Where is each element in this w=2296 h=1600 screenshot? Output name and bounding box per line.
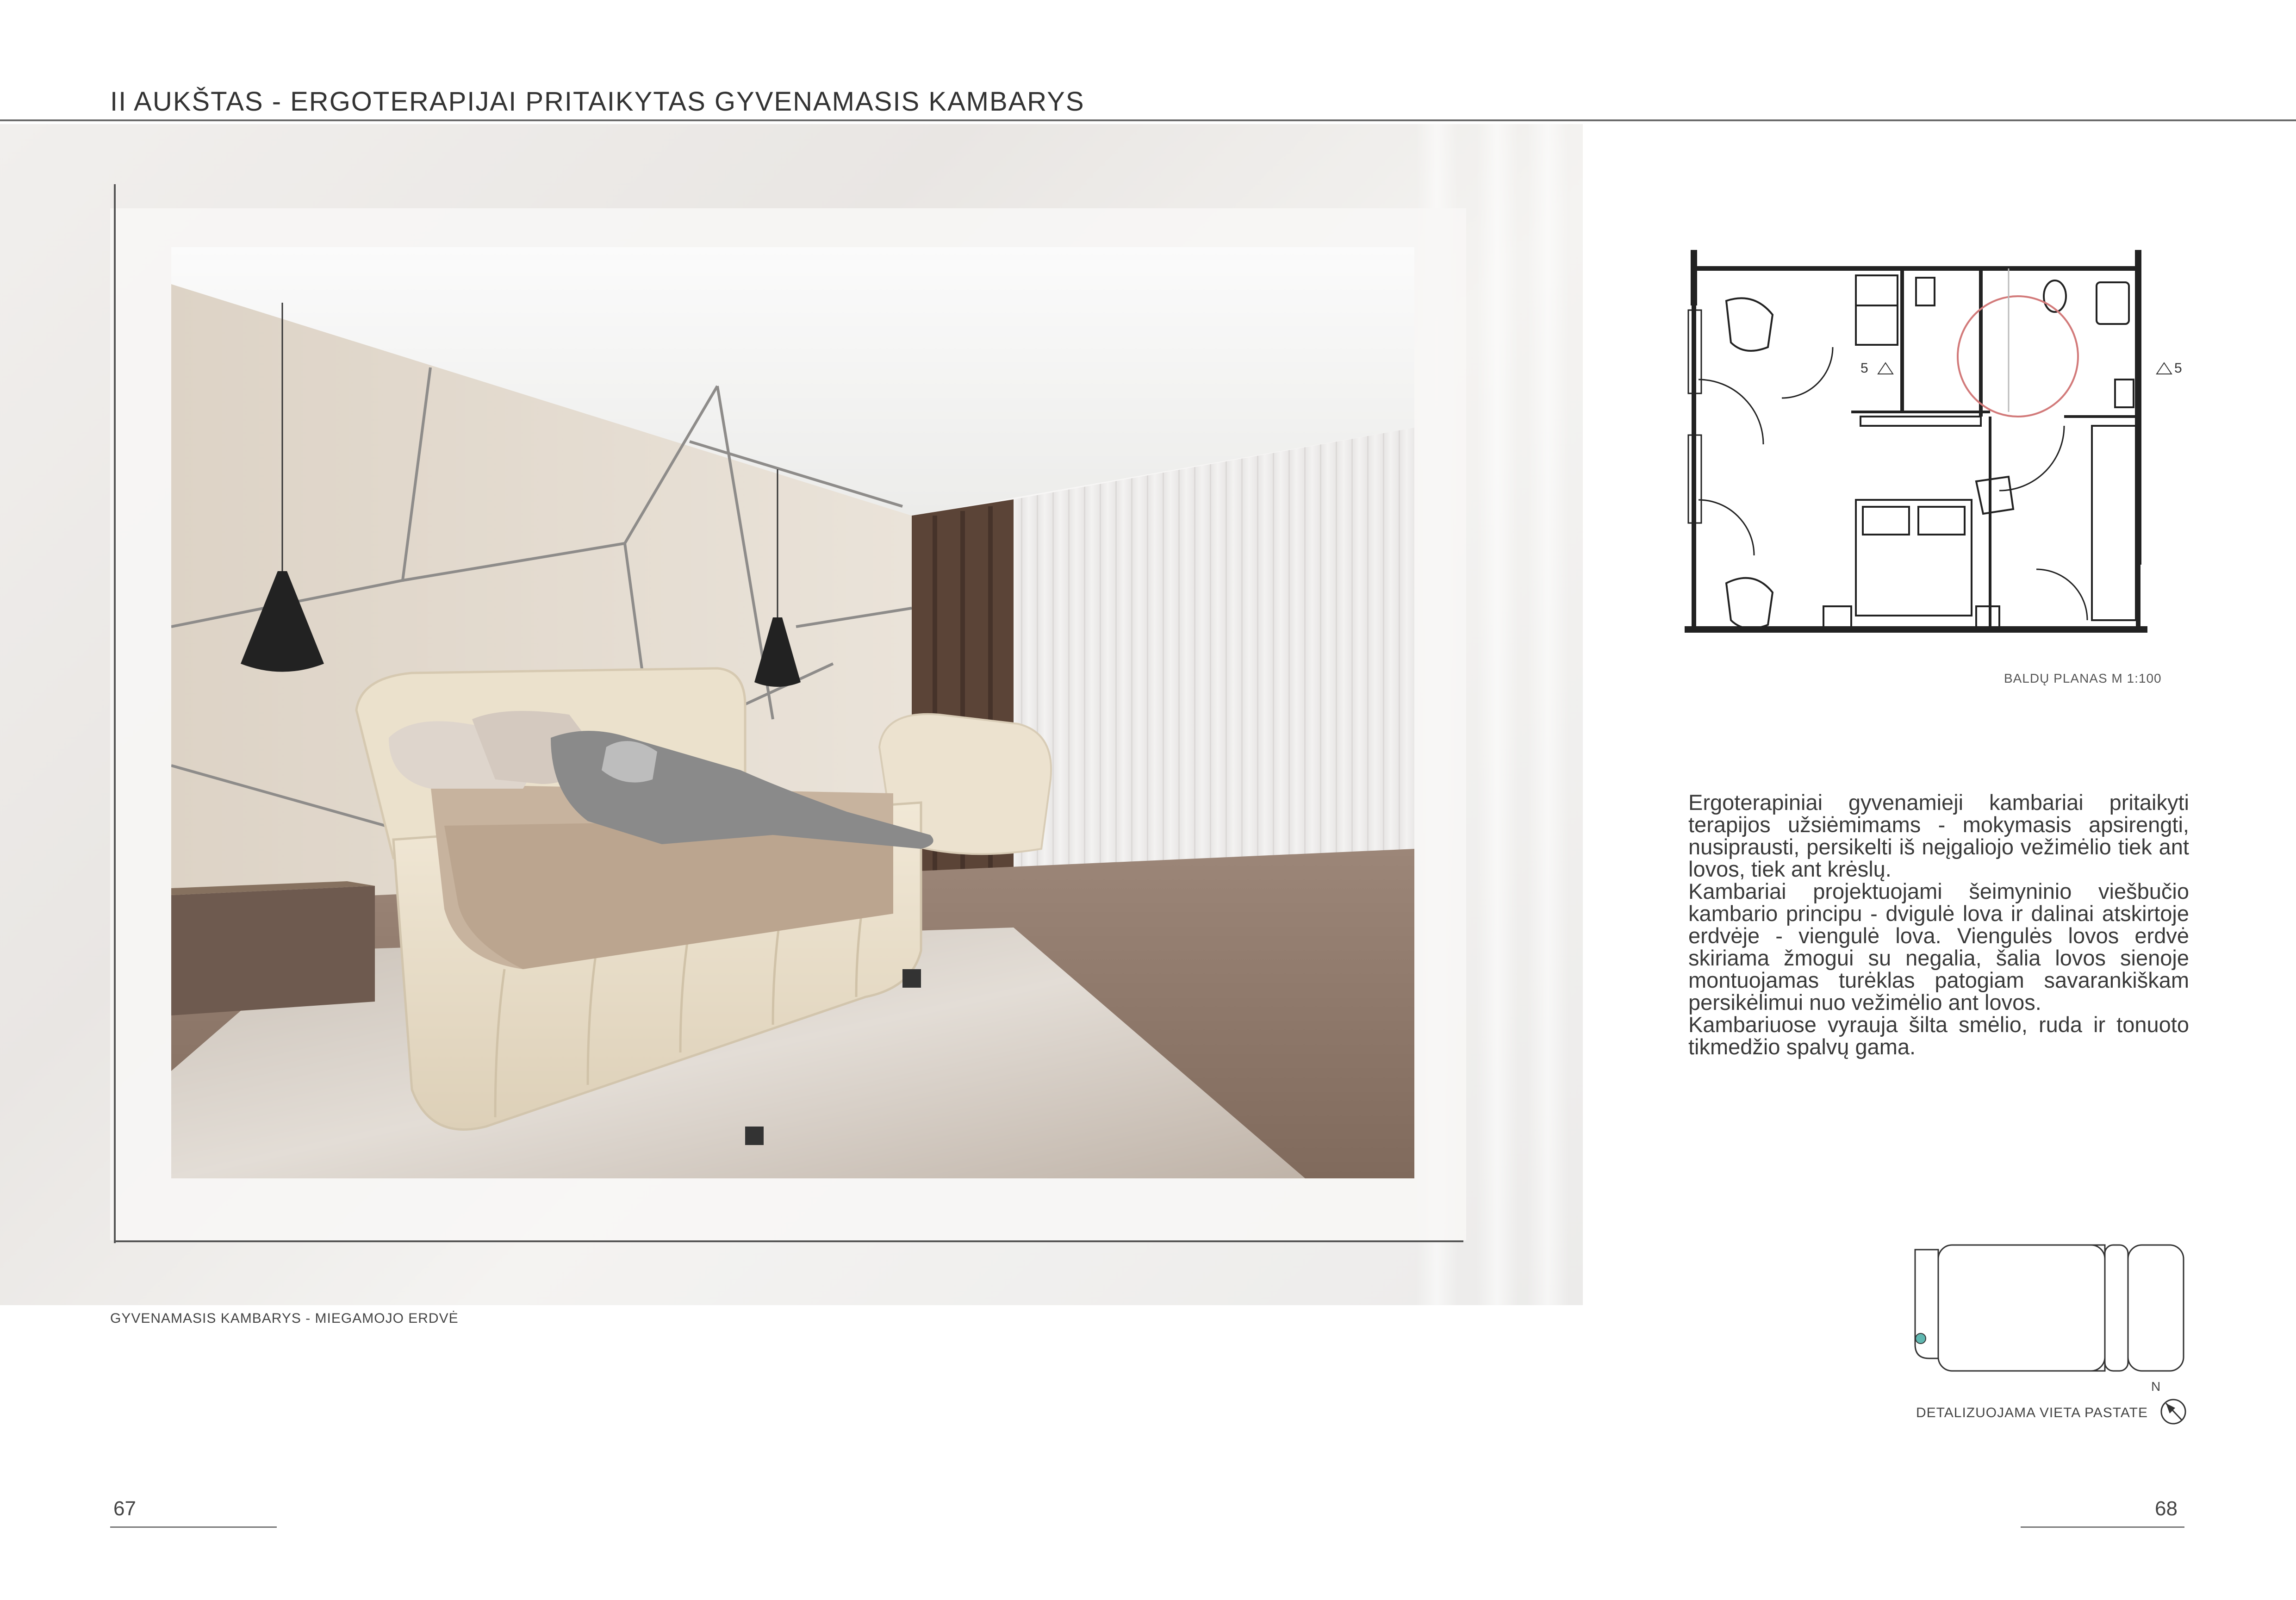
bedroom-render-illustration [171,247,1414,1178]
page-number-left: 67 [113,1497,136,1520]
footer-rule-left [110,1526,277,1528]
bedroom-render-image [171,247,1414,1178]
description-paragraph: Kambariai projektuojami šeimyninio viešbučio kambario principu - dvigulė lova ir dalinai atskirtoje erdvėje - viengulė lova. Viengulės lovos erdvė skiriama žmogui su negalia, šalia lovos sienoje montuojamas turėklas patogiam savarankiškam persikėlimui nuo vežimėlio ant lovos. [1688,879,2189,1015]
location-marker [1916,1333,1926,1344]
plan-marker-outer: 5 [2174,361,2182,376]
page-title: II AUKŠTAS - ERGOTERAPIJAI PRITAIKYTAS GYVENAMASIS KAMBARYS [110,87,1085,117]
location-caption: DETALIZUOJAMA VIETA PASTATE [1916,1405,2148,1420]
description-paragraph: Kambariuose vyrauja šilta smėlio, ruda ir tonuoto tikmedžio spalvų gama. [1688,1012,2189,1059]
header-divider [0,119,2296,121]
north-label: N [2151,1379,2161,1394]
building-location-diagram [1910,1240,2188,1375]
compass-icon [2159,1398,2187,1426]
image-caption: GYVENAMASIS KAMBARYS - MIEGAMOJO ERDVĖ [110,1311,459,1326]
footer-rule-right [2021,1526,2184,1528]
plan-marker-inner: 5 [1860,361,1868,376]
floor-plan-drawing [1685,250,2240,666]
description-paragraph: Ergoterapiniai gyvenamieji kambariai pritaikyti terapijos užsiėmimams - mokymasis apsirengti, nusiprausti, persikelti iš neįgaliojo vežimėlio tiek ant lovos, tiek ant krėslų. [1688,790,2189,881]
furniture-floor-plan [1685,250,2240,666]
building-outline [1910,1240,2188,1375]
frame-line-horizontal [114,1240,1463,1242]
frame-line-vertical [114,184,116,1243]
description-text [1688,791,2189,1058]
page-number-right: 68 [2155,1497,2178,1520]
plan-caption: BALDŲ PLANAS M 1:100 [2004,671,2162,685]
